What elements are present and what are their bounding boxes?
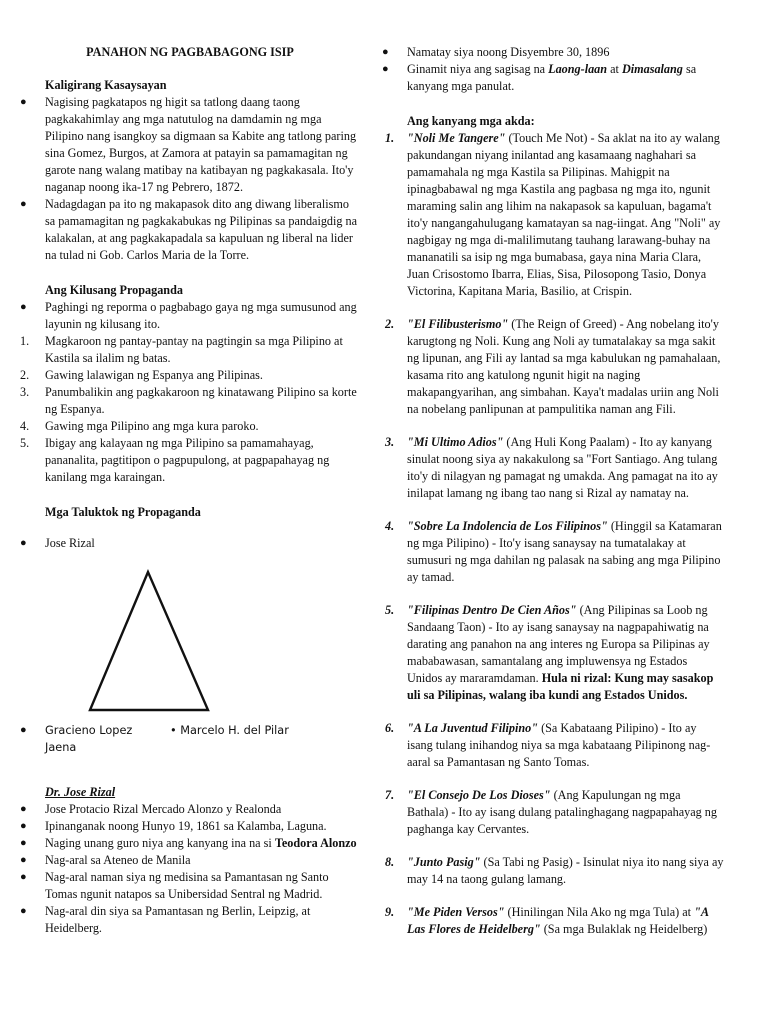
work-item: 3. "Mi Ultimo Adios" (Ang Huli Kong Paalam) - Ito ay kanyang sinulat noong siya ay nakakulong sa "Fort Santiago. Ang tulang ito'y di nilagyan ng pamagat ng umakda. Ang pamagat na ito ay inilapat lamang ng ibang tao nang si Rizal ay namatay na. [385, 435, 718, 500]
section-heading-rizal: Dr. Jose Rizal [45, 785, 116, 799]
list-item: ● Naging unang guro niya ang kanyang ina na si Teodora Alonzo [20, 836, 357, 850]
bullet-icon: ● [20, 803, 27, 815]
list-item: ● Nadagdagan pa ito ng makapasok dito ang diwang liberalismo sa pamamagitan ng pagkakabukas ng Pilipinas sa pandaigdig na kalakalan, at ang pagkakapadala sa kapuluan ng liberal na lider na tulad ni Gob. Carlos Maria de la Torre. [20, 197, 358, 262]
works-heading: Ang kanyang mga akda: [407, 114, 535, 128]
numbered-item: 4. Gawing mga Pilipino ang mga kura paroko. [20, 419, 259, 433]
triangle-diagram [20, 560, 360, 720]
list-item: ● Namatay siya noong Disyembre 30, 1896 [382, 45, 610, 59]
right-column [382, 44, 724, 954]
work-item: 1. "Noli Me Tangere" (Touch Me Not) - Sa aklat na ito ay walang pakundangan niyang inilantad ang kasamaang naghahari sa pamamahala ng mga Kastila sa Pilipinas. Mahigpit na ipinagbabawal ng mga Kastila ang pagbasa ng mga ito, ngunit maraming salin ang lihim na nakapasok sa kapuluan, bagama't ito'y nangangahulugang kamatayan sa nag-iingat. Ang "Noli" ay nagbigay ng mga di-malilimutang tauhang larawang-buhay na mananatili sa isip ng mga bumabasa, gaya nina Maria Clara, Juan Crisostomo Ibarra, Elias, Sisa, Pilosopong Tasio, Donya Victorina, Kapitana Maria, Basilio, at Crispin. [385, 131, 721, 298]
numbered-item: 3. Panumbalikin ang pagkakaroon ng kinatawang Pilipino sa korte ng Espanya. [20, 385, 357, 416]
bullet-icon: ● [20, 837, 27, 849]
numbered-item: 1. Magkaroon ng pantay-pantay na pagtingin sa mga Pilipino at Kastila sa ilalim ng batas. [20, 334, 343, 365]
bullet-icon: ● [20, 905, 27, 917]
bullet-icon: ● [20, 724, 27, 736]
numbered-item: 2. Gawing lalawigan ng Espanya ang Pilipinas. [20, 368, 263, 382]
work-item: 9. "Me Piden Versos" (Hinilingan Nila Ako ng mga Tula) at "A Las Flores de Heidelberg" (Sa mga Bulaklak ng Heidelberg) [385, 905, 709, 936]
bullet-icon: ● [20, 301, 27, 313]
list-item: ● Ipinanganak noong Hunyo 19, 1861 sa Kalamba, Laguna. [20, 819, 327, 833]
bullet-icon: ● [382, 46, 389, 58]
work-item: 6. "A La Juventud Filipino" (Sa Kabataang Pilipino) - Ito ay isang tulang inihandog niya sa mga kabataang Pilipinong nag-aaral sa Pamantasan ng Santo Tomas. [385, 721, 711, 769]
section-heading-propaganda: Ang Kilusang Propaganda [45, 283, 183, 297]
section-heading-taluktok: Mga Taluktok ng Propaganda [45, 505, 201, 519]
bullet-icon: ● [20, 198, 27, 210]
list-item: ● Gracieno Lopez • Marcelo H. del Pilar Jaena [20, 724, 289, 754]
page-title: PANAHON NG PAGBABAGONG ISIP [86, 45, 294, 59]
work-item: 4. "Sobre La Indolencia de Los Filipinos" (Hinggil sa Katamaran ng mga Pilipino) - Ito'y isang sanaysay na tumatalakay at sumusuri ng mga dahilan ng palasak na sabing ang mga Pilipino ay tamad. [385, 519, 722, 584]
bullet-icon: ● [20, 537, 27, 549]
work-item: 5. "Filipinas Dentro De Cien Años" (Ang Pilipinas sa Loob ng Sandaang Taon) - Ito ay isang sanaysay na nagpapahiwatig na darating ang panahon na ang interes ng Europa sa Pilipinas ay mababawasan, samantalang ang impluwensya ng Estados Unidos ay mararamdaman. Hula ni rizal: Kung may sasakop uli sa Pilipinas, walang iba kundi ang Estados Unidos. [385, 603, 714, 702]
numbered-item: 5. Ibigay ang kalayaan ng mga Pilipino sa pamamahayag, pananalita, pagtitipon o pagpupulong, at pagpapahayag ng kanilang mga karaingan. [20, 436, 330, 484]
list-item: ● Nagising pagkatapos ng higit sa tatlong daang taong pagkakahimlay ang mga natutulog na damdamin ng mga Pilipino nang isangkoy sa digmaan sa Kabite ang tatlong paring sina Gomez, Burgos, at Zamora at patayin sa pamamagitan ng garote nang walang matibay na katibayan ng pagkakasala. Ito'y naganap noong ika-17 ng Pebrero, 1872. [20, 95, 357, 194]
work-item: 2. "El Filibusterismo" (The Reign of Greed) - Ang nobelang ito'y karugtong ng Noli. Kung ang Noli ay tumatalakay sa mga sakit ng lipunan, ang Fili ay lantad sa mga kabulukan ng pamahalaan, kasama rito ang katulong ngunit higit na naging makapangyarihan, ang simbahan. Kaya't madalas uriin ang Noli na nobelang panlipunan at pampulitika naman ang Fili. [385, 317, 721, 416]
bullet-icon: ● [382, 63, 389, 75]
left-column [20, 44, 360, 937]
list-item: ● Paghingi ng reporma o pagbabago gaya ng mga sumusunod ang layunin ng kilusang ito. [20, 300, 357, 331]
list-item: ● Nag-aral sa Ateneo de Manila [20, 853, 191, 867]
list-item: ● Ginamit niya ang sagisag na Laong-laan at Dimasalang sa kanyang mga panulat. [382, 62, 697, 93]
list-item: ● Nag-aral din siya sa Pamantasan ng Berlin, Leipzig, at Heidelberg. [20, 904, 311, 935]
list-item: ● Jose Rizal [20, 536, 95, 550]
bullet-icon: ● [20, 820, 27, 832]
bullet-icon: ● [20, 854, 27, 866]
work-item: 7. "El Consejo De Los Dioses" (Ang Kapulungan ng mga Bathala) - Ito ay isang dulang patalinghagang nagpapahayag ng paghanga kay Cervantes. [385, 788, 717, 836]
list-item: ● Nag-aral naman siya ng medisina sa Pamantasan ng Santo Tomas ngunit natapos sa Unibersidad Sentral ng Madrid. [20, 870, 329, 901]
bullet-icon: ● [20, 96, 27, 108]
work-item: 8. "Junto Pasig" (Sa Tabi ng Pasig) - Isinulat niya ito nang siya ay may 14 na taong gulang lamang. [385, 855, 724, 886]
section-heading-kaligiran: Kaligirang Kasaysayan [45, 78, 167, 92]
bullet-icon: ● [20, 871, 27, 883]
list-item: ● Jose Protacio Rizal Mercado Alonzo y Realonda [20, 802, 282, 816]
